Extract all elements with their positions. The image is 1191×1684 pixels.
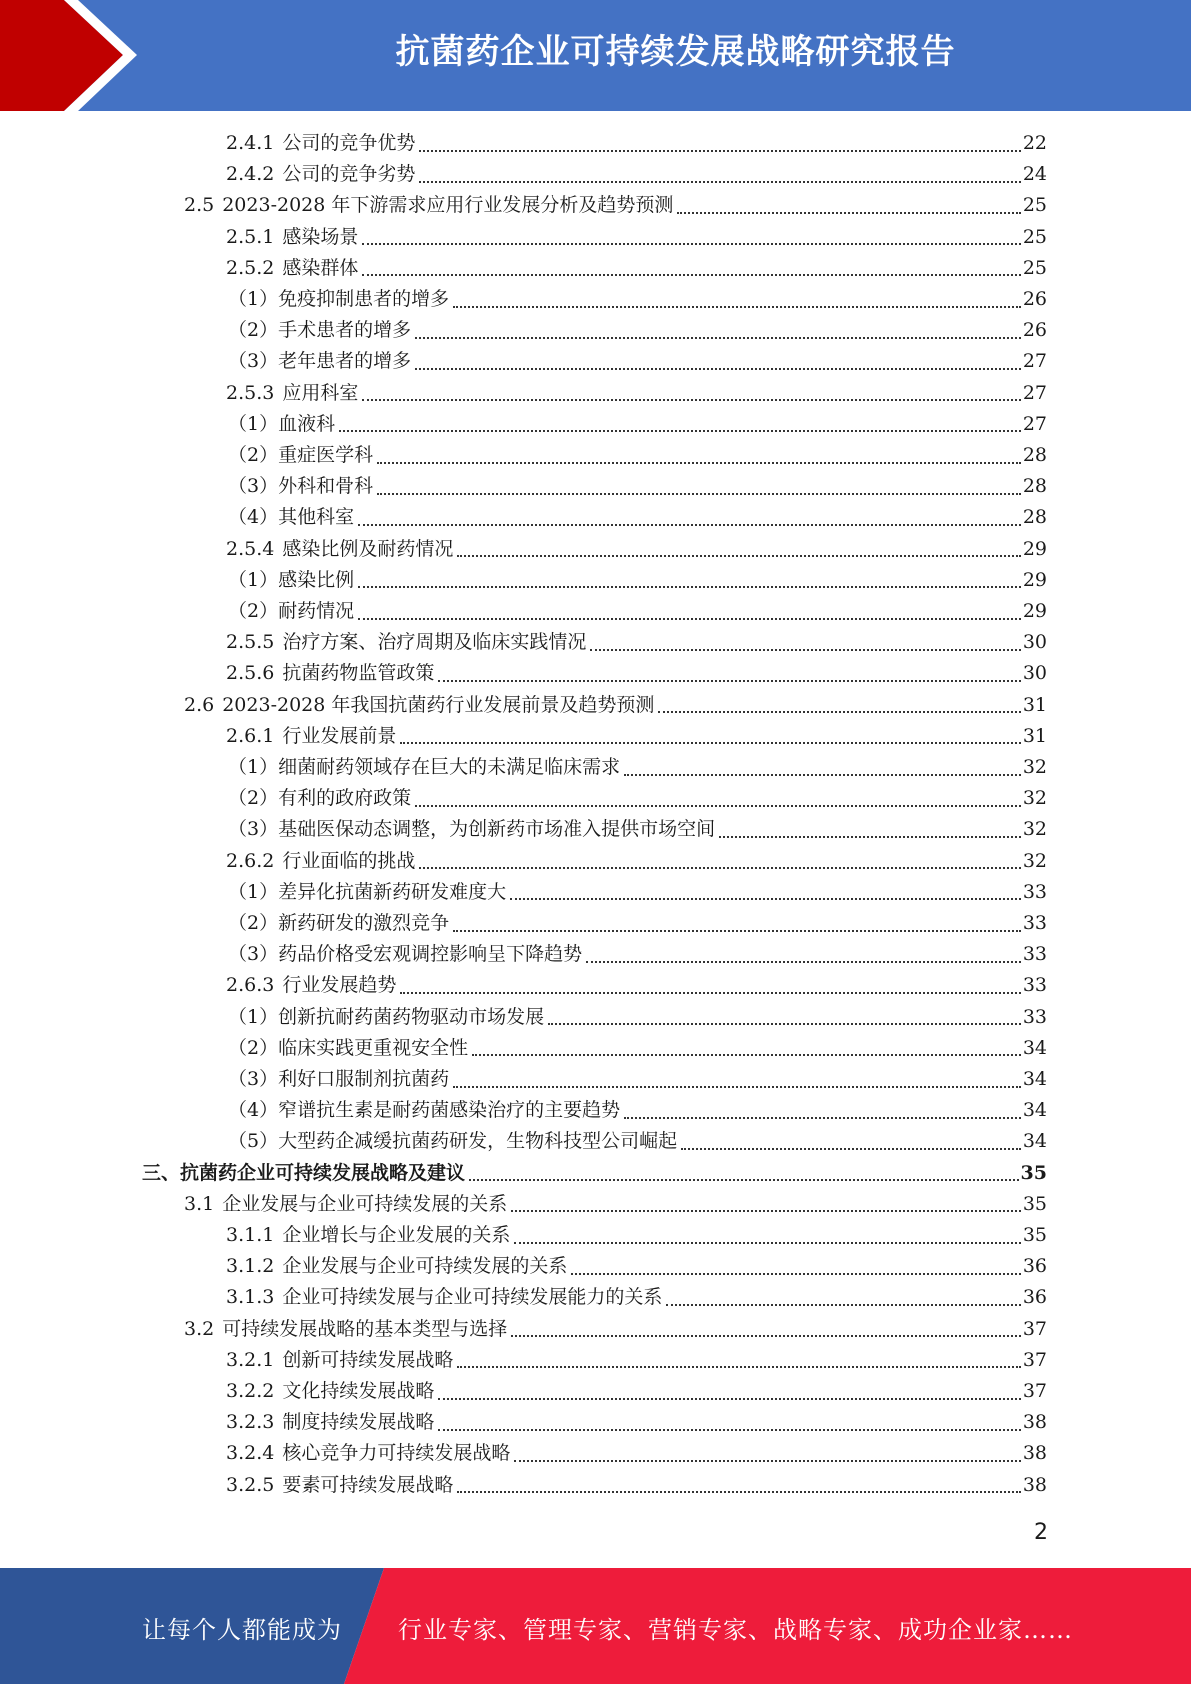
toc-entry-page: 27 [1022,350,1047,373]
toc-entry-page: 25 [1022,256,1047,279]
toc-leader-dots [419,150,1020,152]
toc-entry-title: 2023-2028 年我国抗菌药行业发展前景及趋势预测 [222,693,655,716]
toc-leader-dots [511,1210,1021,1212]
toc-entry-page: 36 [1022,1286,1047,1309]
toc-entry-number: （2） [228,1036,279,1059]
toc-entry-title: 感染比例 [278,568,355,591]
toc-entry-number: 2.5.5 [226,631,275,654]
toc-leader-dots [472,1054,1021,1056]
toc-entry[interactable] [226,1407,1047,1438]
toc-entry-number: 2.5.2 [226,256,275,279]
toc-entry-title: 血液科 [278,412,336,435]
toc-entry-number: （1） [228,1005,279,1028]
toc-leader-dots [362,399,1020,401]
toc-entry[interactable] [228,783,1047,814]
toc-entry-title: 药品价格受宏观调控影响呈下降趋势 [278,943,583,966]
toc-entry-number: 3.1.1 [226,1224,275,1246]
toc-entry-title: 重症医学科 [278,444,374,466]
toc-entry[interactable] [226,970,1047,1001]
toc-entry-title: 手术患者的增多 [278,319,412,342]
toc-leader-dots [419,867,1020,869]
toc-entry-title: 企业可持续发展与企业可持续发展能力的关系 [282,1286,663,1309]
toc-entry-page: 32 [1022,787,1047,810]
toc-leader-dots [514,1242,1020,1244]
toc-entry-title: 治疗方案、治疗周期及临床实践情况 [282,631,587,654]
toc-entry-title: 免疫抑制患者的增多 [278,288,450,310]
toc-entry[interactable] [226,846,1047,877]
toc-entry-number: （2） [228,787,279,810]
toc-entry-title: 行业发展趋势 [282,974,397,997]
toc-entry-number: （4） [228,506,279,529]
toc-entry-page: 26 [1022,319,1047,342]
toc-entry-page: 38 [1022,1411,1047,1434]
toc-entry-number: （2） [228,600,279,622]
toc-entry-page: 33 [1022,880,1047,903]
toc-leader-dots [358,618,1021,620]
toc-entry[interactable] [226,1438,1047,1469]
toc-entry-number: （1） [228,880,279,903]
toc-entry-page: 38 [1022,1473,1047,1496]
toc-entry-page: 28 [1022,475,1047,498]
toc-leader-dots [514,1460,1020,1462]
toc-entry-title: 制度持续发展战略 [282,1411,435,1434]
toc-entry[interactable] [142,1158,1047,1189]
toc-entry[interactable] [226,1345,1047,1376]
toc-leader-dots [339,430,1021,432]
toc-entry-page: 33 [1022,943,1047,966]
toc-entry-number: 2.4.1 [226,132,275,154]
toc-entry-number: 3.2.3 [226,1411,275,1434]
toc-entry-number: 3.1.3 [226,1286,275,1309]
toc-entry[interactable] [228,1064,1047,1095]
toc-leader-dots [438,680,1020,682]
toc-entry-title: 其他科室 [278,506,355,529]
toc-leader-dots [590,649,1020,651]
toc-entry-title: 感染场景 [282,225,359,248]
toc-entry-page: 32 [1022,849,1047,872]
toc-entry-title: 应用科室 [282,381,359,404]
toc-entry-page: 30 [1022,662,1047,685]
toc-entry[interactable] [228,471,1047,502]
toc-entry[interactable] [228,814,1047,845]
toc-leader-dots [362,243,1020,245]
toc-entry-title: 有利的政府政策 [278,787,412,810]
toc-entry-title: 公司的竞争优势 [282,132,416,154]
toc-entry-number: （5） [228,1130,279,1153]
toc-entry-number: （3） [228,475,279,498]
toc-entry[interactable] [226,222,1047,253]
toc-entry-page: 38 [1022,1442,1047,1465]
toc-entry-title: 抗菌药物监管政策 [282,662,435,685]
toc-entry-number: 3.2.5 [226,1473,275,1496]
toc-entry[interactable] [228,502,1047,533]
toc-leader-dots [624,774,1021,776]
toc-entry-title: 感染比例及耐药情况 [282,537,454,560]
toc-leader-dots [362,274,1020,276]
toc-leader-dots [377,493,1021,495]
toc-entry-title: 创新可持续发展战略 [282,1348,454,1371]
toc-entry[interactable] [228,1095,1047,1126]
toc-entry-title: 临床实践更重视安全性 [278,1036,469,1059]
toc-entry[interactable] [226,627,1047,658]
toc-leader-dots [453,306,1021,308]
toc-entry-number: 2.5.4 [226,537,275,560]
toc-entry-number: 3.2.2 [226,1380,275,1402]
toc-entry-number: 3.2 [184,1317,215,1340]
footer-slogan-right: 行业专家、管理专家、营销专家、战略专家、成功企业家…… [398,1616,1073,1644]
toc-entry-page: 37 [1022,1348,1047,1371]
toc-entry-page: 29 [1022,600,1047,622]
toc-entry-title: 行业面临的挑战 [282,849,416,872]
toc-entry-page: 35 [1022,1192,1047,1215]
toc-entry[interactable] [228,409,1047,440]
toc-entry[interactable] [228,908,1047,939]
toc-leader-dots [666,1304,1020,1306]
toc-leader-dots [400,742,1020,744]
toc-leader-dots [415,337,1021,339]
toc-entry-page: 31 [1022,724,1047,747]
toc-entry-number: （2） [228,444,279,466]
toc-entry[interactable] [228,1126,1047,1157]
toc-entry[interactable] [228,346,1047,377]
toc-entry-page: 22 [1022,132,1047,154]
toc-entry-number: 2.6 [184,693,215,716]
toc-leader-dots [453,1086,1021,1088]
page-footer [0,1568,1191,1684]
toc-entry-number: 3.2.4 [226,1442,275,1465]
toc-entry[interactable] [184,690,1047,721]
toc-entry-page: 28 [1022,506,1047,529]
toc-entry-page: 33 [1022,912,1047,934]
toc-entry-number: （1） [228,412,279,435]
toc-leader-dots [400,992,1020,994]
toc-leader-dots [469,1179,1019,1181]
toc-entry-page: 34 [1022,1036,1047,1059]
toc-entry[interactable] [226,128,1047,159]
toc-entry[interactable] [228,1033,1047,1064]
toc-entry-title: 要素可持续发展战略 [282,1473,454,1496]
toc-entry-page: 36 [1022,1255,1047,1278]
toc-leader-dots [377,462,1021,464]
toc-entry-title: 基础医保动态调整，为创新药市场准入提供市场空间 [278,818,716,841]
toc-entry-page: 34 [1022,1068,1047,1090]
toc-entry-number: （4） [228,1099,279,1122]
toc-entry-title: 窄谱抗生素是耐药菌感染治疗的主要趋势 [278,1099,621,1122]
toc-entry-title: 企业发展与企业可持续发展的关系 [282,1255,568,1278]
toc-entry-number: （1） [228,756,279,778]
toc-entry-title: 细菌耐药领域存在巨大的未满足临床需求 [278,756,621,778]
toc-entry[interactable] [226,378,1047,409]
toc-entry-page: 27 [1022,412,1047,435]
toc-entry[interactable] [184,1314,1047,1345]
toc-entry[interactable] [226,1470,1047,1501]
toc-entry-number: 2.5.6 [226,662,275,685]
toc-entry[interactable] [228,939,1047,970]
toc-entry-number: 3.1.2 [226,1255,275,1278]
toc-entry-page: 31 [1022,693,1047,716]
toc-entry-title: 老年患者的增多 [278,350,412,373]
toc-entry-title: 创新抗耐药菌药物驱动市场发展 [278,1005,545,1028]
toc-entry-title: 差异化抗菌新药研发难度大 [278,880,507,903]
toc-entry-page: 34 [1022,1099,1047,1122]
toc-leader-dots [457,555,1020,557]
toc-entry[interactable] [228,284,1047,315]
footer-slogan-left: 让每个人都能成为 [142,1616,342,1644]
toc-leader-dots [453,930,1021,932]
toc-leader-dots [624,1117,1021,1119]
toc-entry-number: 2.5.1 [226,225,275,248]
toc-entry-page: 29 [1022,537,1047,560]
toc-entry[interactable] [228,752,1047,783]
toc-entry[interactable] [228,440,1047,471]
page-number: 2 [1034,1520,1048,1545]
toc-entry-title: 行业发展前景 [282,724,397,747]
toc-entry-page: 32 [1022,818,1047,841]
toc-leader-dots [457,1366,1020,1368]
toc-entry-page: 25 [1022,194,1047,217]
toc-entry-number: 2.6.2 [226,849,275,872]
toc-leader-dots [457,1491,1020,1493]
toc-entry-number: 3.2.1 [226,1348,275,1371]
toc-leader-dots [419,181,1020,183]
toc-entry-title: 外科和骨科 [278,475,374,498]
toc-entry[interactable] [184,190,1047,221]
toc-entry-title: 公司的竞争劣势 [282,163,416,186]
toc-entry-title: 耐药情况 [278,600,355,622]
toc-leader-dots [510,898,1021,900]
toc-entry[interactable] [226,253,1047,284]
toc-entry-title: 可持续发展战略的基本类型与选择 [222,1317,508,1340]
toc-entry-number: （1） [228,568,279,591]
toc-entry-page: 33 [1022,1005,1047,1028]
toc-entry-page: 35 [1022,1224,1047,1246]
toc-entry-number: 2.5 [184,194,215,217]
toc-entry-page: 28 [1022,444,1047,466]
toc-entry-title: 2023-2028 年下游需求应用行业发展分析及趋势预测 [222,194,674,217]
toc-entry[interactable] [226,658,1047,689]
toc-entry-page: 33 [1022,974,1047,997]
toc-entry-number: 2.6.1 [226,724,275,747]
toc-entry-title: 核心竞争力可持续发展战略 [282,1442,511,1465]
toc-entry-number: 2.6.3 [226,974,275,997]
toc-leader-dots [677,212,1020,214]
toc-entry-page: 37 [1022,1317,1047,1340]
toc-entry-title: 抗菌药企业可持续发展战略及建议 [180,1161,466,1184]
toc-entry-title: 文化持续发展战略 [282,1380,435,1402]
toc-entry-title: 感染群体 [282,256,359,279]
toc-entry-number: （1） [228,288,279,310]
toc-entry[interactable] [226,534,1047,565]
toc-leader-dots [358,586,1021,588]
toc-entry-page: 32 [1022,756,1047,778]
toc-entry-number: （2） [228,912,279,934]
toc-entry-number: 2.5.3 [226,381,275,404]
toc-entry-title: 企业发展与企业可持续发展的关系 [222,1192,508,1215]
toc-entry-number: 3.1 [184,1192,215,1215]
toc-entry[interactable] [226,159,1047,190]
toc-entry-page: 30 [1022,631,1047,654]
toc-entry-page: 27 [1022,381,1047,404]
toc-entry[interactable] [228,565,1047,596]
toc-entry-title: 利好口服制剂抗菌药 [278,1068,450,1090]
toc-entry-page: 34 [1022,1130,1047,1153]
toc-entry-title: 大型药企减缓抗菌药研发，生物科技型公司崛起 [278,1130,678,1153]
toc-entry-number: （2） [228,319,279,342]
toc-entry-page: 25 [1022,225,1047,248]
toc-entry[interactable] [228,315,1047,346]
toc-leader-dots [681,1148,1021,1150]
toc-entry[interactable] [226,1220,1047,1251]
toc-entry-number: （3） [228,818,279,841]
toc-entry-title: 新药研发的激烈竞争 [278,912,450,934]
toc-entry[interactable] [226,721,1047,752]
toc-leader-dots [586,961,1021,963]
toc-leader-dots [438,1429,1020,1431]
toc-leader-dots [415,368,1021,370]
toc-leader-dots [548,1023,1021,1025]
toc-entry-page: 24 [1022,163,1047,186]
toc-entry-page: 29 [1022,568,1047,591]
report-title: 抗菌药企业可持续发展战略研究报告 [395,32,956,72]
toc-leader-dots [415,805,1021,807]
page-header [0,0,1191,111]
toc-entry-number: 2.4.2 [226,163,275,186]
toc-entry[interactable] [226,1251,1047,1282]
toc-leader-dots [658,711,1020,713]
toc-leader-dots [571,1273,1020,1275]
toc-entry[interactable] [228,877,1047,908]
toc-entry-number: 三、 [142,1161,181,1184]
toc-entry-number: （3） [228,943,279,966]
toc-leader-dots [438,1398,1020,1400]
toc-entry-title: 企业增长与企业发展的关系 [282,1224,511,1246]
toc-entry-number: （3） [228,1068,279,1090]
toc-entry-number: （3） [228,350,279,373]
toc-entry[interactable] [184,1189,1047,1220]
toc-entry-page: 26 [1022,288,1047,310]
toc-leader-dots [511,1335,1021,1337]
toc-leader-dots [358,524,1021,526]
toc-entry-page: 37 [1022,1380,1047,1402]
toc-entry[interactable] [226,1282,1047,1313]
toc-entry[interactable] [228,1002,1047,1033]
toc-entry[interactable] [226,1376,1047,1407]
toc-leader-dots [719,836,1021,838]
toc-entry[interactable] [228,596,1047,627]
toc-entry-page: 35 [1020,1161,1047,1184]
